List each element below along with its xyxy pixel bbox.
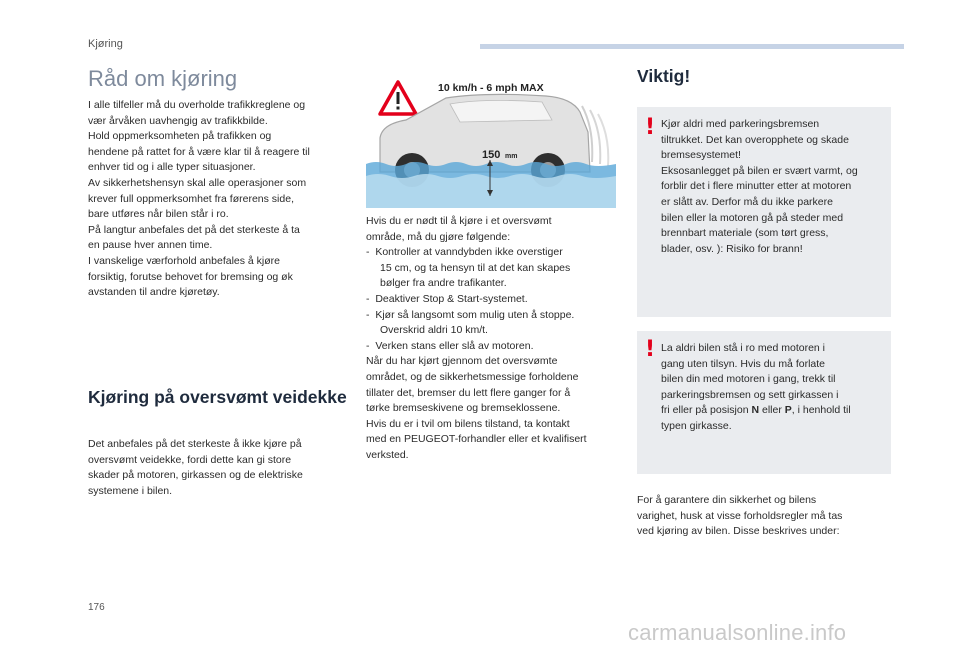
warning-box-parking-brake [637,107,891,317]
depth-unit: mm [505,153,518,160]
flooded-road-illustration [366,76,616,208]
text-line: er slått av. Derfor må du ikke parkere [661,195,833,208]
text-line: vær årvåken uavhengig av trafikkbilde. [88,114,268,127]
water-level [366,162,616,208]
text-line: Hvis du er i tvil om bilens tilstand, ta kontakt [366,417,570,430]
warning-text [661,341,887,435]
bullet-line: - Verken stans eller slå av motoren. [366,339,534,352]
text-line: Av sikkerhetshensyn skal alle operasjoner som [88,176,307,189]
closing-text [637,493,891,540]
text-line: I vanskelige værforhold anbefales å kjøre [88,254,281,267]
text-line: tiltrukket. Det kan overopphete og skade [661,133,849,146]
page-number: 176 [88,602,105,613]
text-line: La aldri bilen stå i ro med motoren i [661,342,825,354]
text-line: ved kjøring av bilen. Disse beskrives under: [637,525,840,538]
text-line: avstanden til andre kjøretøy. [88,286,220,299]
text-line: systemene i bilen. [88,484,173,497]
page-title: Råd om kjøring [88,66,238,91]
text-line: verksted. [366,448,409,461]
warning-exclamation-icon: ! [645,337,656,362]
flood-instructions [366,214,618,464]
text-line: varighet, husk at visse forholdsregler må tas [637,509,843,522]
flood-heading: Kjøring på oversvømt veidekke [88,387,347,407]
text-line: Det anbefales på det sterkeste å ikke kjøre på [88,438,302,450]
text-line: I alle tilfeller må du overholde trafikkreglene og [88,99,306,111]
flood-intro [88,437,346,499]
intro-paragraph [88,98,346,301]
gear-position-line: fri eller på posisjon N eller P, i henhold til [661,404,851,417]
flood-instructions-text [366,214,618,464]
text-line: blader, osv. ): Risiko for brann! [661,242,803,255]
bullet-line: - Kjør så langsomt som mulig uten å stoppe. [366,308,575,321]
text-line: brennbart materiale (som tørt gress, [661,227,829,240]
text-line: forsiktig, forutse behovet for bremsing og øk [88,270,293,283]
text-line: Kjør aldri med parkeringsbremsen [661,118,820,130]
text-line: enhver tid og i alle typer situasjoner. [88,161,256,174]
text-line: oversvømt veidekke, fordi dette kan gi store [88,453,292,466]
bullet-line: bølger fra andre trafikanter. [380,277,507,290]
text-line: bare utføres når bilen står i ro. [88,208,229,221]
text-line: Eksosanlegget på bilen er svært varmt, og [661,164,858,177]
warning-triangle-icon [380,82,416,114]
warning-box-engine-running [637,331,891,474]
text-line: På langtur anbefales det på det sterkeste å ta [88,223,300,236]
text-line: Når du har kjørt gjennom det oversvømte [366,355,558,368]
intro-text [88,98,346,301]
text-line: bilen din med motoren i gang, trekk til [661,373,836,386]
bullet-line: Overskrid aldri 10 km/t. [380,324,488,337]
bullet-line: - Kontroller at vanndybden ikke overstiger [366,246,563,259]
text-line: område, må du gjøre følgende: [366,230,511,243]
flood-intro-paragraph [88,437,346,499]
text-line: Hvis du er nødt til å kjøre i et oversvømt [366,215,552,227]
text-line: forblir det i flere minutter etter at motoren [661,180,852,193]
text-line: gang uten tilsyn. Hvis du må forlate [661,357,826,370]
bullet-line: - Deaktiver Stop & Start-systemet. [366,292,528,305]
text-line: skader på motoren, girkassen og de elektriske [88,469,303,482]
important-heading: Viktig! [637,66,691,86]
text-line: bilen eller la motoren gå på steder med [661,211,844,224]
warning-line: typen girkasse. [661,419,732,432]
text-line: Hold oppmerksomheten på trafikken og [88,130,272,143]
text-line: tillater det, bremser du lett flere ganger for å [366,386,571,399]
text-line: bremsesystemet! [661,149,741,162]
text-line: området, og de sikkerhetsmessige forholdene [366,370,579,383]
text-line: hendene på rattet for å være klar til å reagere til [88,145,310,158]
watermark: carmanualsonline.info [628,620,847,645]
header-rule [480,44,904,49]
speed-limit-label: 10 km/h - 6 mph MAX [438,82,544,94]
text-line: krever full oppmerksomhet fra førerens side, [88,192,294,205]
text-line: parkeringsbremsen og sett girkassen i [661,388,839,401]
depth-value: 150 [482,149,501,161]
text-line: For å garantere din sikkerhet og bilens [637,494,817,506]
closing-paragraph [637,493,891,540]
text-line: tørke bremseskivene og bremseklossene. [366,402,561,415]
bullet-line: 15 cm, og ta hensyn til at det kan skapes [380,261,571,274]
warning-text [661,117,887,257]
text-line: en pause hver annen time. [88,239,213,252]
text-line: med en PEUGEOT-forhandler eller et kvalifisert [366,433,587,446]
section-label: Kjøring [88,38,123,50]
warning-exclamation-icon: ! [645,115,656,140]
